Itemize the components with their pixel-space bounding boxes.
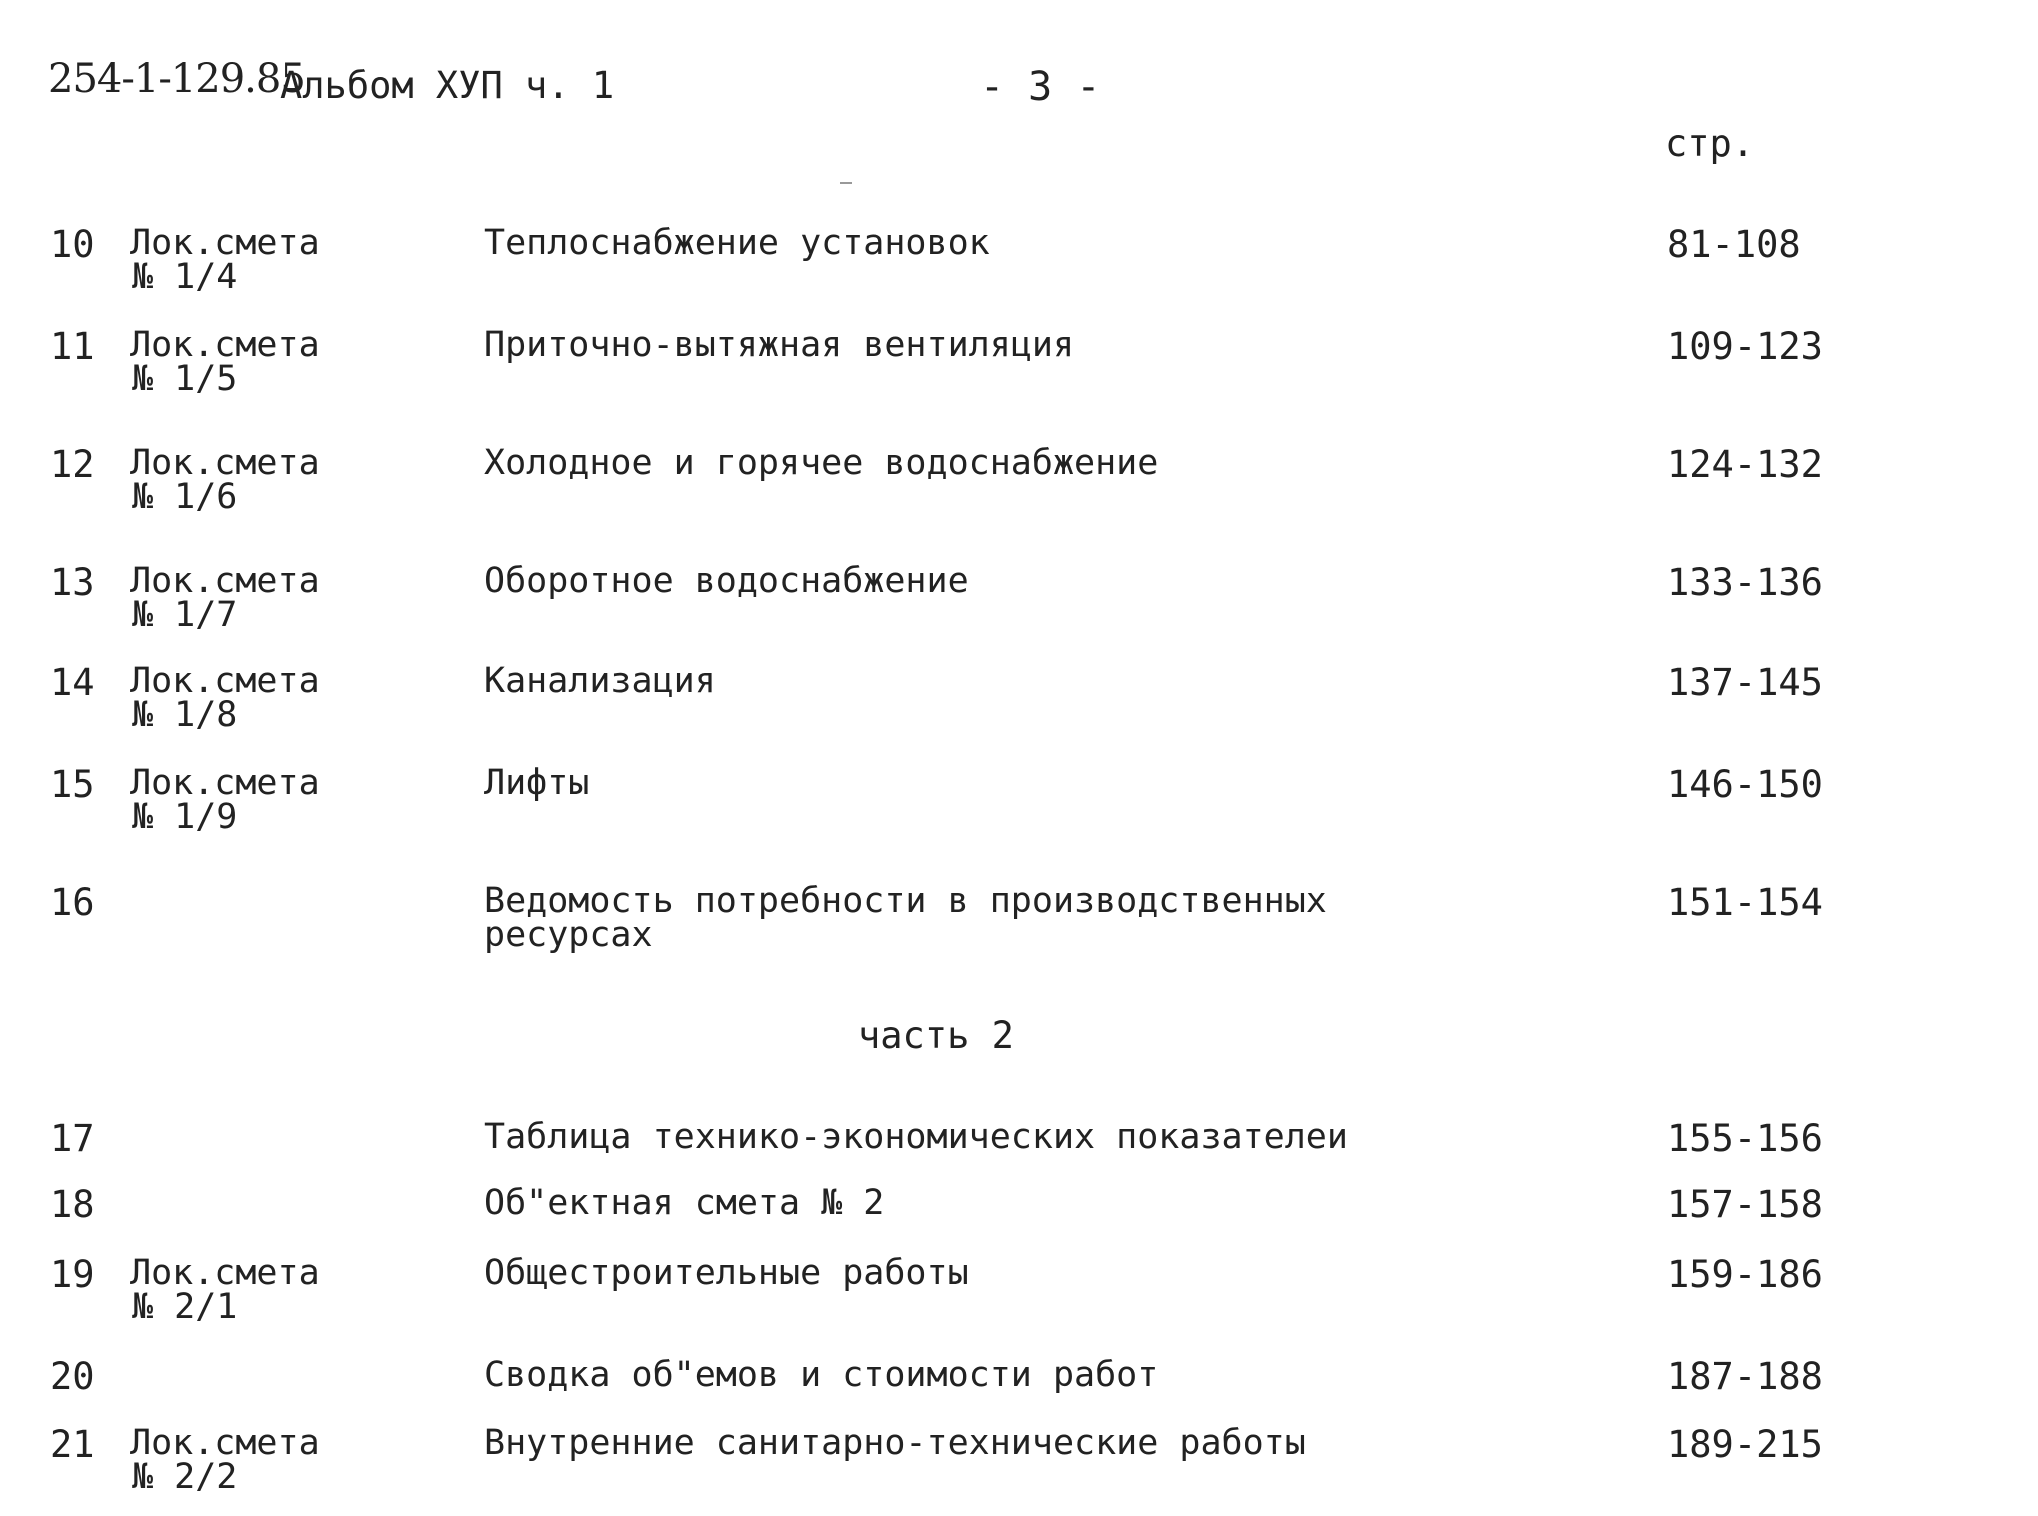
row-pages: 109-123 <box>1667 325 1823 368</box>
doc-reference <box>130 223 320 297</box>
doc-type: Лок.смета <box>130 223 320 263</box>
doc-number: № 2/2 <box>132 1457 238 1497</box>
doc-number: № 1/9 <box>132 797 238 837</box>
part-heading: часть 2 <box>858 1014 1014 1057</box>
row-pages: 151-154 <box>1667 881 1823 924</box>
row-number: 11 <box>50 325 95 368</box>
doc-type: Лок.смета <box>130 661 320 701</box>
document-code: 254-1-129.85 <box>48 56 305 102</box>
row-title: Сводка об"емов и стоимости работ <box>484 1355 1159 1395</box>
row-title: Ведомость потребности в производственных ресурсах <box>484 881 1327 955</box>
row-pages: 146-150 <box>1667 763 1823 806</box>
table-row <box>0 1423 2038 1516</box>
row-number: 21 <box>50 1423 95 1466</box>
row-title: Теплоснабжение установок <box>484 223 990 263</box>
doc-type: Лок.смета <box>130 763 320 803</box>
row-title: Внутренние санитарно-технические работы <box>484 1423 1306 1463</box>
row-title: Холодное и горячее водоснабжение <box>484 443 1159 483</box>
row-pages: 155-156 <box>1667 1117 1823 1160</box>
row-number: 15 <box>50 763 95 806</box>
table-row <box>0 443 2038 536</box>
row-number: 16 <box>50 881 95 924</box>
doc-type: Лок.смета <box>130 325 320 365</box>
doc-number: № 1/7 <box>132 595 238 635</box>
row-title: Приточно-вытяжная вентиляция <box>484 325 1075 365</box>
row-number: 12 <box>50 443 95 486</box>
row-pages: 157-158 <box>1667 1183 1823 1226</box>
row-pages: 133-136 <box>1667 561 1823 604</box>
doc-type: Лок.смета <box>130 561 320 601</box>
row-number: 18 <box>50 1183 95 1226</box>
row-pages: 137-145 <box>1667 661 1823 704</box>
table-row <box>0 223 2038 316</box>
doc-type: Лок.смета <box>130 1423 320 1463</box>
row-pages: 159-186 <box>1667 1253 1823 1296</box>
row-title: Оборотное водоснабжение <box>484 561 969 601</box>
row-pages: 124-132 <box>1667 443 1823 486</box>
row-number: 19 <box>50 1253 95 1296</box>
scan-mark <box>840 182 852 184</box>
doc-reference <box>130 1253 320 1327</box>
doc-type: Лок.смета <box>130 1253 320 1293</box>
row-pages: 189-215 <box>1667 1423 1823 1466</box>
row-title: Об"ектная смета № 2 <box>484 1183 885 1223</box>
row-title: Таблица технико-экономических показателеи <box>484 1117 1348 1157</box>
row-number: 13 <box>50 561 95 604</box>
row-number: 20 <box>50 1355 95 1398</box>
page-number: - 3 - <box>980 64 1101 110</box>
doc-number: № 1/8 <box>132 695 238 735</box>
row-number: 10 <box>50 223 95 266</box>
row-pages: 81-108 <box>1667 223 1801 266</box>
doc-number: № 1/6 <box>132 477 238 517</box>
row-pages: 187-188 <box>1667 1355 1823 1398</box>
doc-type: Лок.смета <box>130 443 320 483</box>
doc-number: № 2/1 <box>132 1287 238 1327</box>
table-row <box>0 881 2038 974</box>
row-title: Лифты <box>484 763 590 803</box>
doc-reference <box>130 661 320 735</box>
pages-column-label: стр. <box>1665 122 1755 165</box>
table-row <box>0 763 2038 856</box>
doc-reference <box>130 763 320 837</box>
row-number: 14 <box>50 661 95 704</box>
doc-number: № 1/4 <box>132 257 238 297</box>
doc-number: № 1/5 <box>132 359 238 399</box>
row-title: Канализация <box>484 661 716 701</box>
doc-reference <box>130 1423 320 1497</box>
table-row <box>0 561 2038 654</box>
table-row <box>0 325 2038 418</box>
doc-reference <box>130 561 320 635</box>
album-label: Альбом ХУП ч. 1 <box>280 64 615 107</box>
row-title: Общестроительные работы <box>484 1253 969 1293</box>
doc-reference <box>130 325 320 399</box>
table-row <box>0 1253 2038 1346</box>
doc-reference <box>130 443 320 517</box>
table-row <box>0 661 2038 754</box>
row-number: 17 <box>50 1117 95 1160</box>
